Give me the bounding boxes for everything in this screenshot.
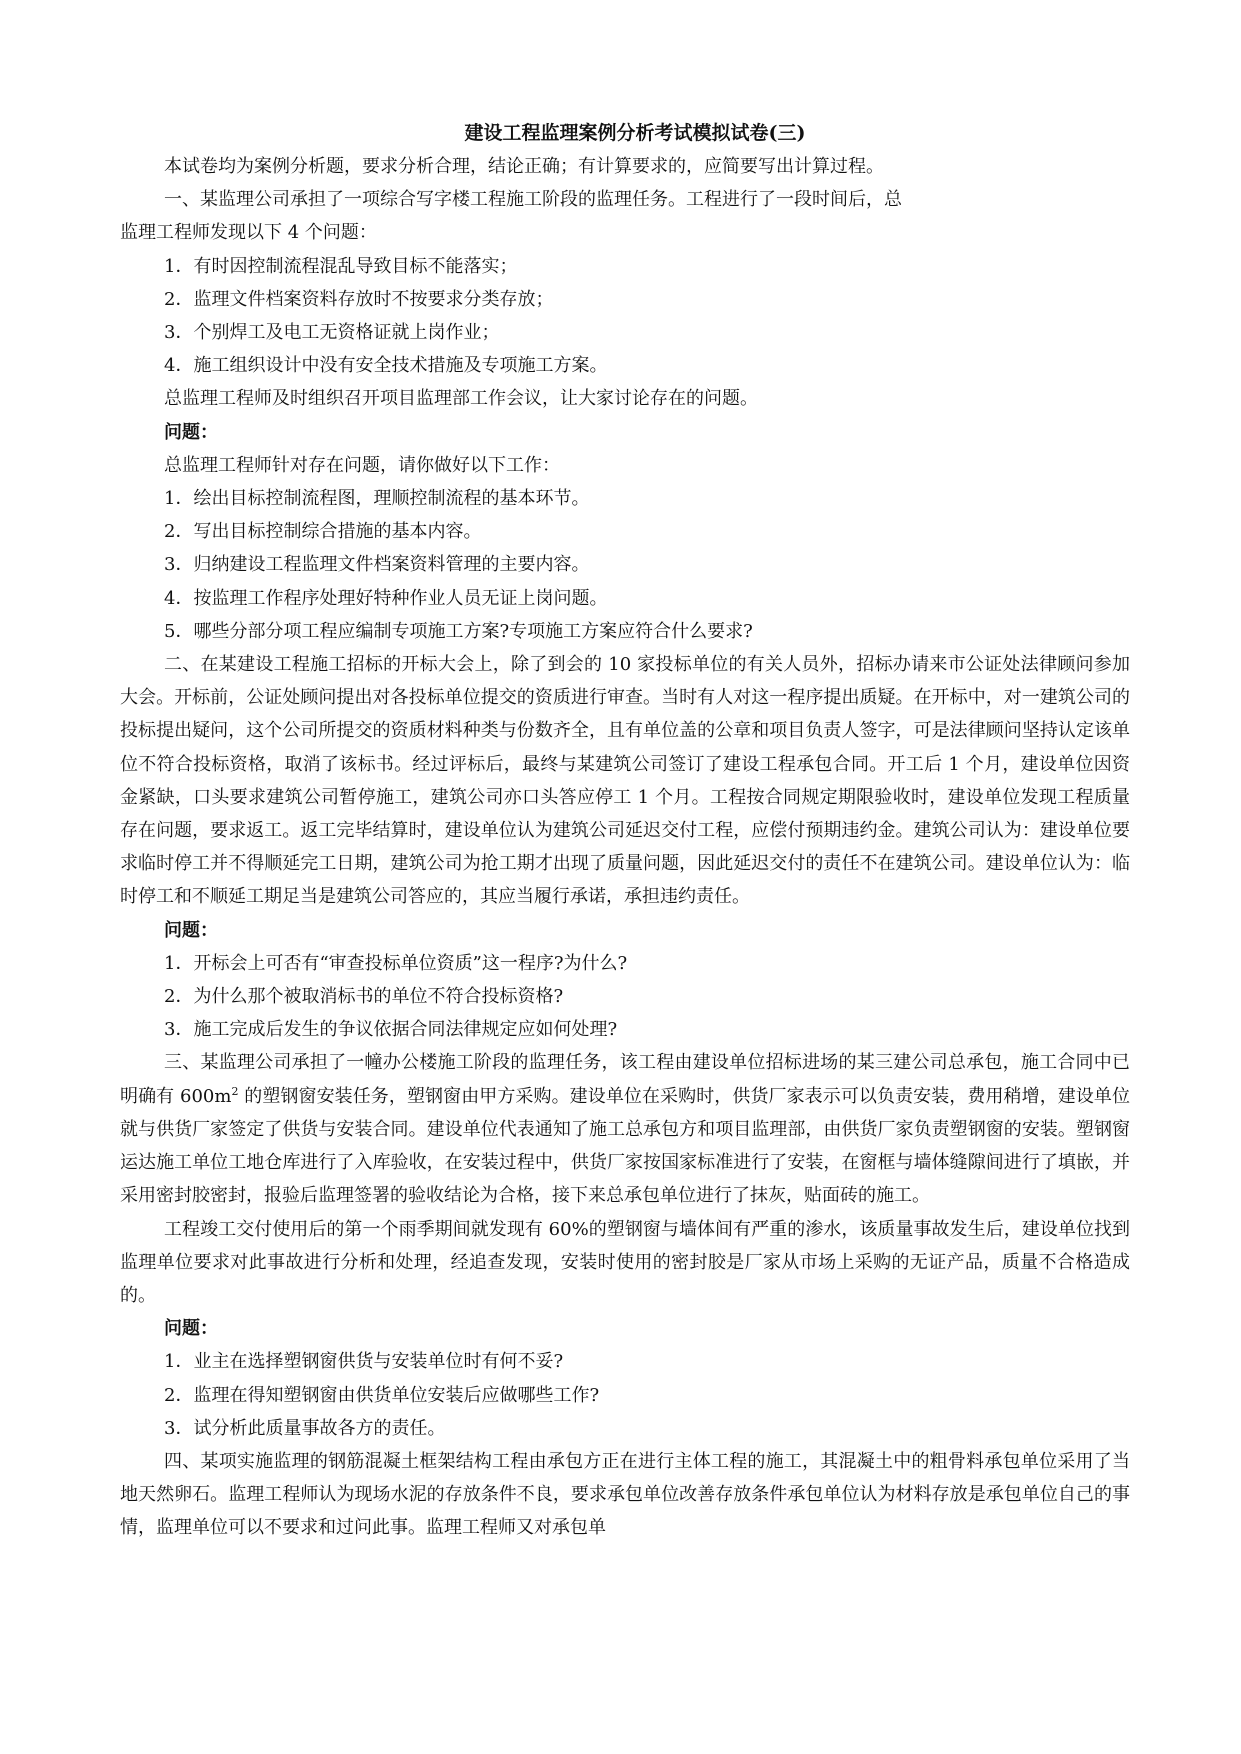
document-title: 建设工程监理案例分析考试模拟试卷(三)	[464, 122, 806, 144]
case2-question-label: 问题：	[164, 919, 218, 941]
case1-question: 4．按监理工作程序处理好特种作业人员无证上岗问题。	[164, 587, 608, 609]
case1-finding: 4．施工组织设计中没有安全技术措施及专项施工方案。	[164, 355, 608, 377]
case1-text-line2: 监理工程师发现以下 4 个问题：	[120, 222, 377, 244]
case1-question: 5．哪些分部分项工程应编制专项施工方案?专项施工方案应符合什么要求?	[164, 620, 753, 642]
case1-meeting: 总监理工程师及时组织召开项目监理部工作会议，让大家讨论存在的问题。	[164, 388, 758, 410]
case1-finding: 2．监理文件档案资料存放时不按要求分类存放；	[164, 288, 554, 310]
case4-paragraph: 四、某项实施监理的钢筋混凝土框架结构工程由承包方正在进行主体工程的施工，其混凝土中的粗骨料承包单位采用了当地天然卵石。监理工程师认为现场水泥的存放条件不良，要求承包单位改善存放条件承包单位认为材料存放是承包单位自己的事情，监理单位可以不要求和过问此事。监理工程师又对承包单	[120, 1450, 1130, 1539]
case2-question: 2．为什么那个被取消标书的单位不符合投标资格?	[164, 986, 564, 1008]
case3-paragraph	[120, 1046, 1130, 1212]
case1-finding: 1．有时因控制流程混乱导致目标不能落实；	[164, 255, 518, 277]
case2-question: 3．施工完成后发生的争议依据合同法律规定应如何处理?	[164, 1019, 618, 1041]
case3-text-after: 的塑钢窗安装任务，塑钢窗由甲方采购。建设单位在采购时，供货厂家表示可以负责安装，费用稍增，建设单位就与供货厂家签定了供货与安装合同。建设单位代表通知了施工总承包方和项目监理部，由供货厂家负责塑钢窗的安装。塑钢窗运达施工单位工地仓库进行了入库验收，在安装过程中，供货厂家按国家标准进行了安装，在窗框与墙体缝隙间进行了填嵌，并采用密封胶密封，报验后监理签署的验收结论为合格，接下来总承包单位进行了抹灰，贴面砖的施工。	[120, 1085, 1130, 1207]
case1-text-line1: 一、某监理公司承担了一项综合写字楼工程施工阶段的监理任务。工程进行了一段时间后，总	[164, 189, 902, 211]
case1-question: 1．绘出目标控制流程图，理顺控制流程的基本环节。	[164, 488, 590, 510]
case1-question-intro: 总监理工程师针对存在问题，请你做好以下工作：	[164, 454, 560, 476]
case2-paragraph: 二、在某建设工程施工招标的开标大会上，除了到会的 10 家投标单位的有关人员外，招标办请来市公证处法律顾问参加大会。开标前，公证处顾问提出对各投标单位提交的资质进行审查。当时有人对这一程序提出质疑。在开标中，对一建筑公司的投标提出疑问，这个公司所提交的资质材料种类与份数齐全，且有单位盖的公章和项目负责人签字，可是法律顾问坚持认定该单位不符合投标资格，取消了该标书。经过评标后，最终与某建筑公司签订了建设工程承包合同。开工后 1 个月，建设单位因资金紧缺，口头要求建筑公司暂停施工，建筑公司亦口头答应停工 1 个月。工程按合同规定期限验收时，建设单位发现工程质量存在问题，要求返工。返工完毕结算时，建设单位认为建筑公司延迟交付工程，应偿付预期违约金。建筑公司认为：建设单位要求临时停工并不得顺延完工日期，建筑公司为抢工期才出现了质量问题，因此延迟交付的责任不在建筑公司。建设单位认为：临时停工和不顺延工期足当是建筑公司答应的，其应当履行承诺，承担违约责任。	[120, 654, 1130, 908]
case1-question-label: 问题：	[164, 421, 218, 443]
intro-paragraph: 本试卷均为案例分析题，要求分析合理，结论正确；有计算要求的，应简要写出计算过程。	[164, 156, 884, 177]
case1-question: 3．归纳建设工程监理文件档案资料管理的主要内容。	[164, 554, 590, 576]
case1-question: 2．写出目标控制综合措施的基本内容。	[164, 521, 482, 543]
case3-question: 3．试分析此质量事故各方的责任。	[164, 1417, 446, 1439]
case2-question: 1．开标会上可否有“审查投标单位资质”这一程序?为什么?	[164, 952, 628, 974]
case1-finding: 3．个别焊工及电工无资格证就上岗作业；	[164, 322, 500, 344]
case3-question: 1．业主在选择塑钢窗供货与安装单位时有何不妥?	[164, 1351, 564, 1373]
case3-question-label: 问题：	[164, 1318, 218, 1340]
unit-superscript: 2	[231, 1084, 239, 1098]
document-page	[120, 116, 1130, 1545]
case3-paragraph2: 工程竣工交付使用后的第一个雨季期间就发现有 60%的塑钢窗与墙体间有严重的渗水，该质量事故发生后，建设单位找到监理单位要求对此事故进行分析和处理，经追查发现，安装时使用的密封胶是厂家从市场上采购的无证产品，质量不合格造成的。	[120, 1218, 1130, 1306]
case3-text-before: 三、某监理公司承担了一幢办公楼施工阶段的监理任务，该工程由建设单位招标进场的某三建公司总承包，施工合同中已明确有 600m	[120, 1052, 1130, 1107]
case3-question: 2．监理在得知塑钢窗由供货单位安装后应做哪些工作?	[164, 1384, 600, 1406]
